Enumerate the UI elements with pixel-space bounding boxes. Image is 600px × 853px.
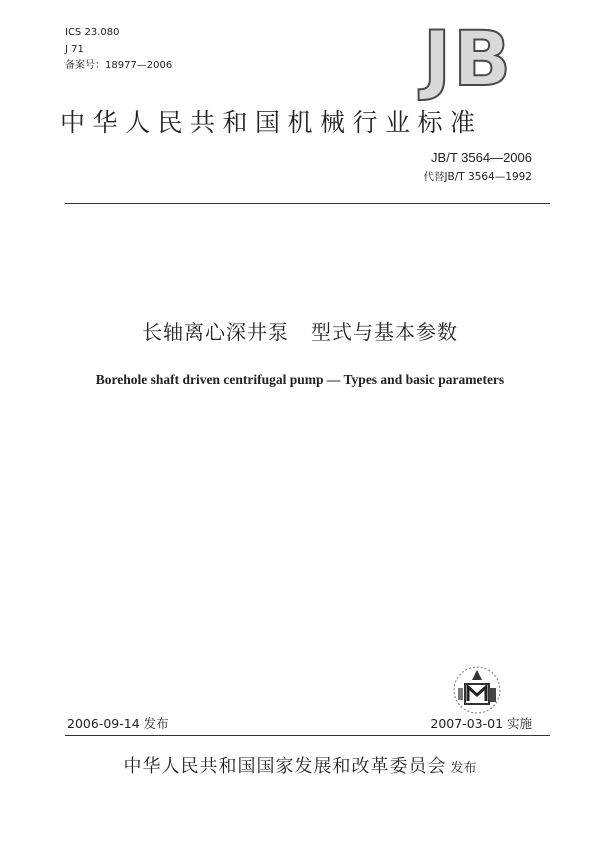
- bottom-divider: [65, 735, 550, 736]
- jb-logo: JB: [422, 14, 514, 103]
- publisher: [0, 752, 600, 778]
- top-divider: [65, 203, 550, 204]
- standard-number: JB/T 3564—2006: [431, 150, 532, 165]
- ics-code: ICS 23.080: [65, 27, 120, 38]
- standard-category: 中华人民共和国机械行业标准: [60, 108, 483, 137]
- record-number: 备案号：18977—2006: [65, 60, 173, 71]
- publisher-name: 中华人民共和国国家发展和改革委员会: [123, 756, 447, 777]
- classification-code: J 71: [65, 44, 84, 55]
- title-english: Borehole shaft driven centrifugal pump — Types and basic parameters: [95, 372, 505, 387]
- issue-date: 2006-09-14 发布: [67, 716, 169, 731]
- publisher-seal-icon: [451, 664, 503, 716]
- replaces-standard: 代替JB/T 3564—1992: [423, 171, 532, 183]
- title-chinese: 长轴离心深井泵 型式与基本参数: [141, 320, 459, 344]
- implementation-date: 2007-03-01 实施: [430, 716, 532, 731]
- publisher-suffix: 发布: [450, 761, 477, 776]
